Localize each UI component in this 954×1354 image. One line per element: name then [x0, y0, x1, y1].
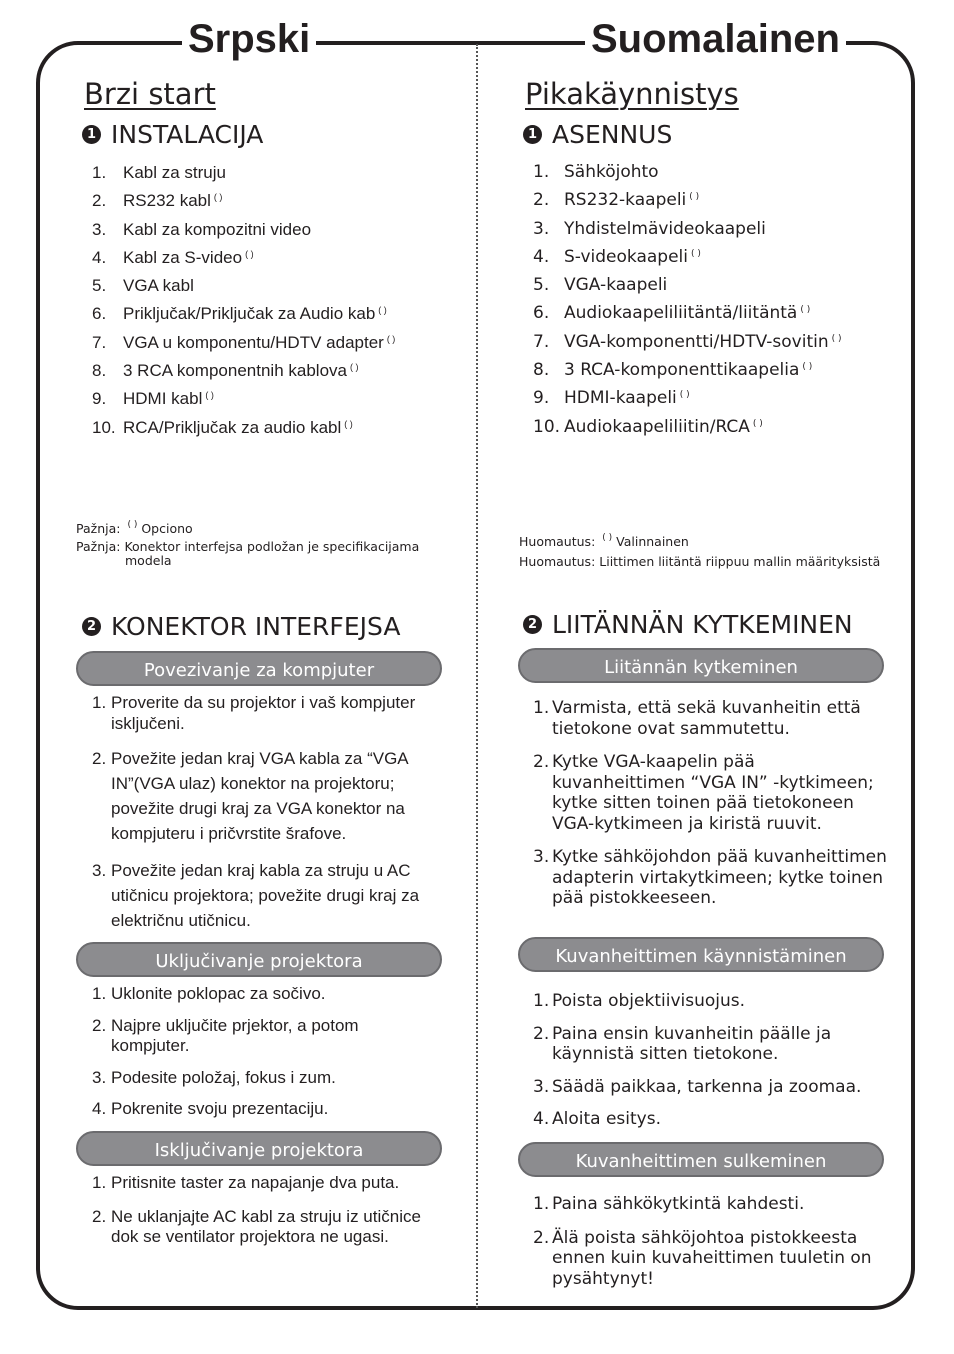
- group-title-connect-computer: Liitännän kytkeminen: [518, 648, 884, 683]
- connect-heading-text: KONEKTOR INTERFEJSA: [111, 612, 401, 641]
- list-item: 7. VGA-komponentti/HDTV-sovitin ( ): [533, 331, 842, 352]
- connect-heading: [82, 612, 400, 641]
- steps-power-on: [533, 991, 888, 1130]
- column-divider: [476, 44, 478, 1308]
- quick-start-title: Brzi start: [84, 77, 216, 111]
- list-item: 4. S-videokaapeli ( ): [533, 246, 701, 267]
- steps-power-off: [92, 1173, 440, 1248]
- list-item: 4. Pokrenite svoju prezentaciju.: [92, 1099, 329, 1118]
- list-item: 8. 3 RCA komponentnih kablova ( ): [92, 361, 359, 381]
- list-item: 1. Proverite da su projektor i vaš kompjuter isključeni.: [92, 693, 416, 733]
- list-item: 10. Audiokaapeliliitin/RCA ( ): [533, 416, 763, 437]
- steps-power-off: [533, 1194, 888, 1289]
- note-optional: Pažnja: ( ) Opciono: [76, 520, 193, 536]
- step-one-badge: 1: [523, 125, 542, 144]
- list-item: 2. Älä poista sähköjohtoa pistokkeesta ennen kuin kuvaheittimen tuuletin on pysähtynyt!: [533, 1227, 872, 1289]
- connect-heading: [523, 610, 853, 639]
- list-item: 10. RCA/Priključak za audio kabl ( ): [92, 417, 353, 437]
- group-title-power-off: Isključivanje projektora: [76, 1131, 442, 1166]
- list-item: 1. Uklonite poklopac za sočivo.: [92, 984, 326, 1003]
- list-item: 2. Povežite jedan kraj VGA kabla za “VGA IN”(VGA ulaz) konektor na projektoru; povežite drugi kraj za VGA konektor na kompjuteru i pričvrstite šrafove.: [92, 749, 408, 843]
- list-item: 5. VGA kabl: [92, 276, 194, 296]
- list-item: 3. Säädä paikkaa, tarkenna ja zoomaa.: [533, 1076, 862, 1097]
- list-item: 1. Sähköjohto: [533, 162, 659, 182]
- list-item: 9. HDMI-kaapeli ( ): [533, 388, 690, 409]
- list-item: 2. Paina ensin kuvanheitin päälle ja käynnistä sitten tietokone.: [533, 1023, 832, 1064]
- list-item: 6. Priključak/Priključak za Audio kab ( ): [92, 304, 387, 324]
- install-heading: [523, 120, 672, 149]
- note-connector-spec: Pažnja: Konektor interfejsa podložan je specifikacijama: [76, 539, 420, 554]
- step-two-badge: 2: [523, 615, 542, 634]
- install-notes: [519, 531, 880, 569]
- install-notes: [76, 518, 419, 568]
- group-title-connect-computer: Povezivanje za kompjuter: [76, 651, 442, 686]
- list-item: 6. Audiokaapeliliitäntä/liitäntä ( ): [533, 303, 811, 324]
- list-item: 1. Varmista, että sekä kuvanheitin että tietokone ovat sammutettu.: [533, 698, 861, 739]
- list-item: 2. RS232-kaapeli ( ): [533, 190, 700, 211]
- list-item: 9. HDMI kabl ( ): [92, 389, 214, 409]
- group-title-power-on: Uključivanje projektora: [76, 942, 442, 977]
- list-item: 3. Kabl za kompozitni video: [92, 219, 312, 239]
- steps-connect-computer: [533, 698, 888, 909]
- list-item: 2. Ne uklanjajte AC kabl za struju iz utičnice dok se ventilator projektora ne ugasi.: [92, 1206, 421, 1246]
- connect-heading-text: LIITÄNNÄN KYTKEMINEN: [552, 610, 853, 639]
- note-connector-spec-cont: modela: [125, 553, 172, 568]
- list-item: 1. Paina sähkökytkintä kahdesti.: [533, 1194, 805, 1214]
- steps-power-on: [92, 984, 440, 1120]
- step-one-badge: 1: [82, 125, 101, 144]
- list-item: 4. Aloita esitys.: [533, 1109, 661, 1129]
- step-two-badge: 2: [82, 617, 101, 636]
- install-heading: [82, 120, 263, 149]
- install-heading-text: INSTALACIJA: [111, 120, 264, 149]
- list-item: 5. VGA-kaapeli: [533, 275, 668, 296]
- list-item: 2. RS232 kabl ( ): [92, 191, 223, 211]
- list-item: 3. Podesite položaj, fokus i zum.: [92, 1067, 336, 1087]
- quick-start-title: Pikakäynnistys: [525, 77, 739, 111]
- list-item: 3. Yhdistelmävideokaapeli: [533, 218, 766, 239]
- list-item: 7. VGA u komponentu/HDTV adapter ( ): [92, 332, 396, 352]
- language-title-finnish: Suomalainen: [585, 13, 846, 65]
- list-item: 1. Pritisnite taster za napajanje dva puta.: [92, 1173, 400, 1192]
- list-item: 2. Kytke VGA-kaapelin pää kuvanheittimen “VGA IN” -kytkimeen; kytke sitten toinen pää tietokoneen VGA-kytkimeen ja kiristä ruuvit.: [533, 752, 874, 834]
- list-item: 3. Povežite jedan kraj kabla za struju u AC utičnicu projektora; povežite drugi kraj za električnu utičnicu.: [92, 861, 420, 930]
- list-item: 3. Kytke sähköjohdon pää kuvanheittimen adapterin virtakytkimeen; kytke toinen pää pistokkeeseen.: [533, 847, 887, 908]
- note-connector-spec: Huomautus: Liittimen liitäntä riippuu mallin määrityksistä: [519, 554, 881, 569]
- package-contents-list: [92, 155, 395, 438]
- group-title-power-off: Kuvanheittimen sulkeminen: [518, 1142, 884, 1177]
- language-title-serbian: Srpski: [182, 13, 316, 65]
- list-item: 2. Najpre uključite prjektor, a potom kompjuter.: [92, 1015, 359, 1055]
- list-item: 8. 3 RCA-komponenttikaapelia ( ): [533, 360, 813, 381]
- list-item: 4. Kabl za S-video ( ): [92, 247, 254, 267]
- install-heading-text: ASENNUS: [552, 120, 673, 149]
- list-item: 1. Kabl za struju: [92, 163, 226, 182]
- package-contents-list: [533, 155, 842, 438]
- note-optional: Huomautus: ( ) Valinnainen: [519, 533, 689, 549]
- group-title-power-on: Kuvanheittimen käynnistäminen: [518, 937, 884, 972]
- list-item: 1. Poista objektiivisuojus.: [533, 991, 746, 1011]
- steps-connect-computer: [92, 693, 440, 933]
